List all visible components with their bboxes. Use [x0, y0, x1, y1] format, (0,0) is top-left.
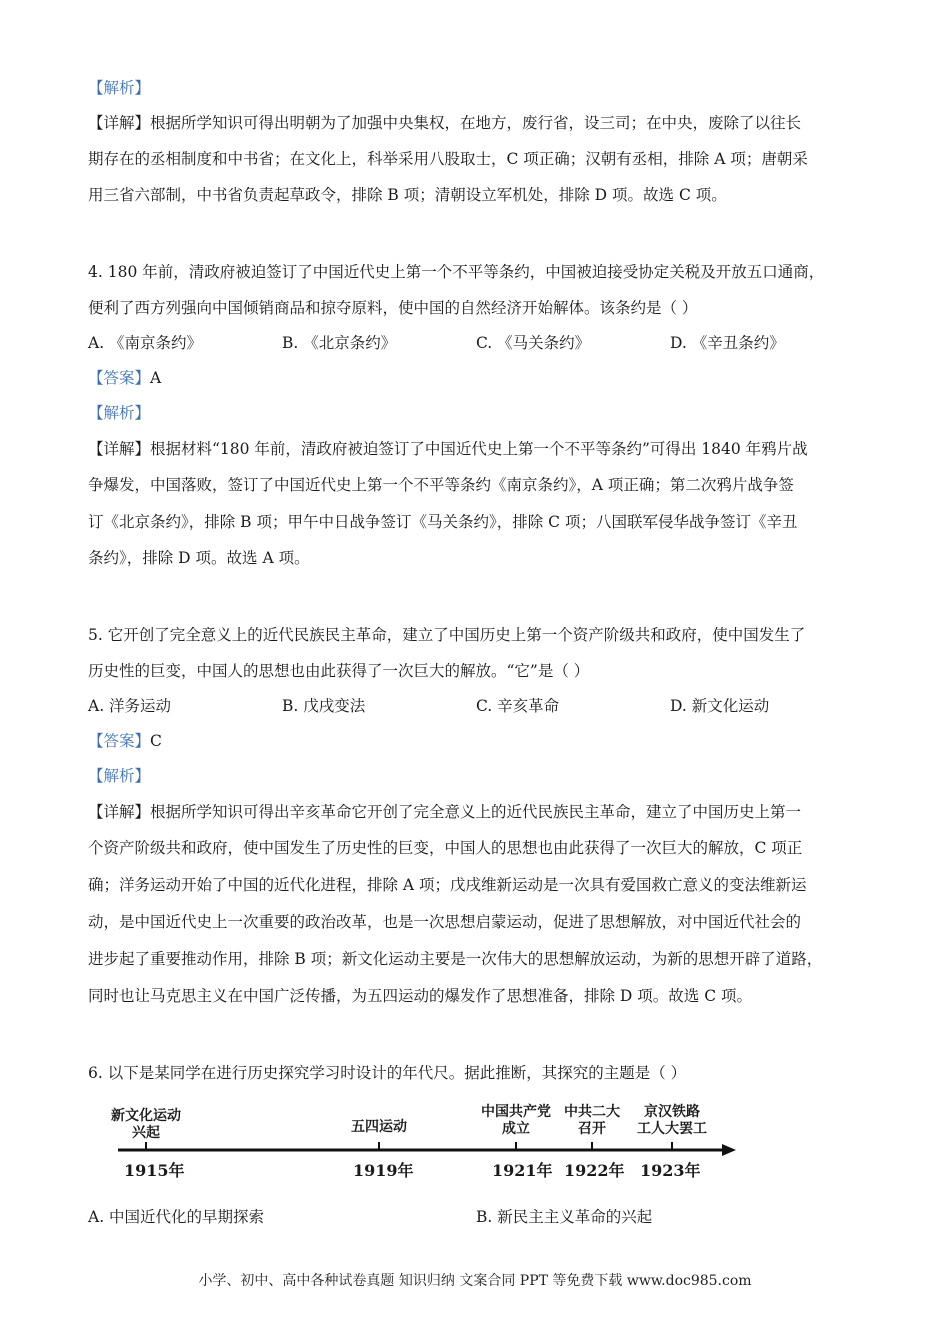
q3-detail-line-3: 用三省六部制，中书省负责起草政令，排除 B 项；清朝设立军机处，排除 D 项。故选 C 项。: [88, 186, 727, 204]
q6-option-a: A. 中国近代化的早期探索: [88, 1208, 265, 1226]
timeline-year-1919: 1919年: [353, 1161, 414, 1180]
page-footer: 小学、初中、高中各种试卷真题 知识归纳 文案合同 PPT 等免费下载 www.doc985.com: [198, 1273, 752, 1289]
q5-option-c: C. 辛亥革命: [476, 697, 560, 715]
q5-detail-line-6: 同时也让马克思主义在中国广泛传播，为五四运动的爆发作了思想准备，排除 D 项。故选 C 项。: [88, 987, 752, 1005]
q5-answer-tag: 【答案】: [88, 732, 151, 750]
timeline-event-1922-line1: 中共二大: [564, 1104, 620, 1120]
q5-detail-line-2: 个资产阶级共和政府，使中国发生了历史性的巨变，中国人的思想也由此获得了一次巨大的解放，C 项正: [88, 839, 803, 857]
q5-detail-line-3: 确；洋务运动开始了中国的近代化进程，排除 A 项；戊戌维新运动是一次具有爱国救亡意义的变法维新运: [88, 876, 807, 894]
q4-stem-line-2: 便利了西方列强向中国倾销商品和掠夺原料，使中国的自然经济开始解体。该条约是（ ）: [88, 299, 698, 317]
q4-option-d: D. 《辛丑条约》: [670, 334, 785, 352]
q5-detail-line-5: 进步起了重要推动作用，排除 B 项；新文化运动主要是一次伟大的思想解放运动，为新的思想开辟了道路，: [88, 950, 823, 968]
q6-stem: 6. 以下是某同学在进行历史探究学习时设计的年代尺。据此推断，其探究的主题是（ ）: [88, 1064, 687, 1082]
q5-analysis-tag: 【解析】: [88, 767, 151, 785]
q5-option-b: B. 戊戌变法: [282, 697, 366, 715]
timeline-event-1919: [329, 1119, 429, 1136]
q4-answer: [88, 368, 161, 388]
timeline-event-1921-line1: 中国共产党: [481, 1104, 551, 1120]
q4-answer-value: A: [150, 369, 162, 387]
timeline-event-1923: [622, 1104, 722, 1138]
q4-stem-line-1: 4. 180 年前，清政府被迫签订了中国近代史上第一个不平等条约，中国被迫接受协定关税及开放五口通商，: [88, 263, 825, 281]
timeline-event-1915-line2: 兴起: [132, 1125, 160, 1141]
q4-option-c: C. 《马关条约》: [476, 334, 591, 352]
q4-detail-line-3: 订《北京条约》，排除 B 项；甲午中日战争签订《马关条约》，排除 C 项；八国联军侵华战争签订《辛丑: [88, 513, 798, 531]
q4-detail-line-2: 争爆发，中国落败，签订了中国近代史上第一个不平等条约《南京条约》，A 项正确；第二次鸦片战争签: [88, 476, 794, 494]
timeline-event-1915-line1: 新文化运动: [111, 1108, 181, 1124]
q4-detail-line-4: 条约》，排除 D 项。故选 A 项。: [88, 549, 310, 567]
q4-analysis-tag: 【解析】: [88, 404, 151, 422]
q5-answer: [88, 731, 162, 751]
timeline-arrow-icon: [722, 1144, 736, 1156]
q5-stem-line-2: 历史性的巨变，中国人的思想也由此获得了一次巨大的解放。“它”是（ ）: [88, 662, 590, 680]
q3-detail-line-1: 【详解】根据所学知识可得出明朝为了加强中央集权，在地方，废行省，设三司；在中央，废除了以往长: [88, 114, 802, 132]
timeline-event-1921-line2: 成立: [502, 1121, 530, 1137]
timeline-event-1919-line1: 五四运动: [351, 1119, 407, 1135]
timeline-figure: [96, 1098, 736, 1188]
timeline-event-1922-line2: 召开: [578, 1121, 606, 1137]
q3-detail-line-2: 期存在的丞相制度和中书省；在文化上，科举采用八股取士，C 项正确；汉朝有丞相，排除 A 项；唐朝采: [88, 150, 808, 168]
q4-option-b: B. 《北京条约》: [282, 334, 397, 352]
q5-detail-line-4: 动，是中国近代史上一次重要的政治改革，也是一次思想启蒙运动，促进了思想解放，对中国近代社会的: [88, 913, 802, 931]
q4-answer-tag: 【答案】: [88, 369, 151, 387]
q4-option-a: A. 《南京条约》: [88, 334, 203, 352]
q5-answer-value: C: [150, 732, 162, 750]
q4-detail-line-1: 【详解】根据材料“180 年前，清政府被迫签订了中国近代史上第一个不平等条约”可得出 1840 年鸦片战: [88, 440, 808, 458]
q5-option-d: D. 新文化运动: [670, 697, 770, 715]
timeline-year-1922: 1922年: [564, 1161, 625, 1180]
timeline-year-1915: 1915年: [124, 1161, 185, 1180]
q6-option-b: B. 新民主主义革命的兴起: [476, 1208, 653, 1226]
q5-detail-line-1: 【详解】根据所学知识可得出辛亥革命它开创了完全意义上的近代民族民主革命，建立了中国历史上第一: [88, 803, 802, 821]
timeline-event-1922: [552, 1104, 632, 1138]
timeline-year-1921: 1921年: [492, 1161, 553, 1180]
timeline-event-1915: [96, 1108, 196, 1142]
timeline-year-1923: 1923年: [640, 1161, 701, 1180]
timeline-event-1923-line2: 工人大罢工: [637, 1121, 707, 1137]
timeline-event-1921: [466, 1104, 566, 1138]
q3-analysis-tag: 【解析】: [88, 79, 151, 97]
q5-option-a: A. 洋务运动: [88, 697, 172, 715]
timeline-event-1923-line1: 京汉铁路: [644, 1104, 700, 1120]
q5-stem-line-1: 5. 它开创了完全意义上的近代民族民主革命，建立了中国历史上第一个资产阶级共和政府，使中国发生了: [88, 626, 806, 644]
